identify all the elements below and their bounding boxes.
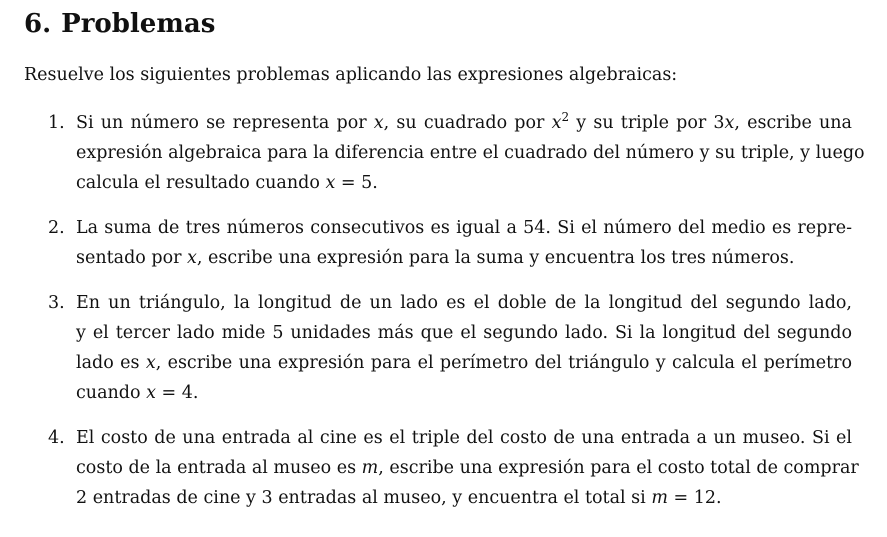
line-text: , su cuadrado por — [383, 113, 552, 133]
line-text: Si un número se representa por — [76, 113, 374, 133]
problem-line — [76, 108, 852, 138]
line-text: calcula el resultado cuando — [76, 173, 326, 193]
math-variable: m — [651, 488, 668, 508]
math-variable: x — [146, 383, 156, 403]
section-heading — [24, 6, 215, 42]
intro-text: Resuelve los siguientes problemas aplicando las expresiones algebraicas: — [24, 65, 678, 85]
line-text: = 5. — [335, 173, 378, 193]
problem-number: 1. — [48, 113, 65, 133]
math-variable: x — [724, 113, 735, 133]
line-text: cuando — [76, 383, 147, 403]
problem-line — [76, 453, 859, 483]
line-text: , escribe una expresión para el costo total de comprar — [378, 458, 859, 478]
math-variable: x — [373, 113, 384, 133]
problem-number: 2. — [48, 218, 65, 238]
line-text: El costo de una entrada al cine es el triple del costo de una entrada a un museo. Si el — [76, 428, 852, 448]
line-text: y su triple por 3 — [569, 113, 725, 133]
line-text: = 4. — [155, 383, 199, 403]
line-text: = 12. — [667, 488, 722, 508]
problem-number: 4. — [48, 428, 65, 448]
section-number: 6. — [24, 9, 52, 39]
section-title: Problemas — [61, 9, 216, 39]
line-text: expresión algebraica para la diferencia entre el cuadrado del número y su triple, y luego — [76, 143, 865, 163]
math-variable: x — [187, 248, 197, 268]
line-text: La suma de tres números consecutivos es igual a 54. Si el número del medio es repre- — [76, 218, 852, 238]
problem-number: 3. — [48, 293, 65, 313]
line-text: , escribe una — [734, 113, 852, 133]
math-variable: x — [551, 113, 562, 133]
line-text: costo de la entrada al museo es — [76, 458, 362, 478]
problem-line — [76, 168, 378, 198]
line-text: En un triángulo, la longitud de un lado es el doble de la longitud del segundo lado, — [76, 293, 852, 313]
problem-line — [76, 483, 722, 513]
line-text: lado es — [76, 353, 146, 373]
math-exponent: 2 — [561, 110, 570, 124]
problem-line — [76, 318, 852, 348]
line-text: sentado por — [76, 248, 188, 268]
problem-line — [76, 348, 852, 378]
problem-line — [76, 138, 865, 168]
line-text: 2 entradas de cine y 3 entradas al museo, y encuentra el total si — [76, 488, 652, 508]
problem-line — [76, 423, 852, 453]
problem-line — [76, 378, 198, 408]
math-variable: m — [361, 458, 379, 478]
line-text: , escribe una expresión para la suma y encuentra los tres números. — [196, 248, 795, 268]
problem-line — [76, 288, 852, 318]
problem-line — [76, 213, 852, 243]
math-variable: x — [325, 173, 336, 193]
problem-line — [76, 243, 794, 273]
line-text: y el tercer lado mide 5 unidades más que el segundo lado. Si la longitud del segundo — [76, 323, 852, 343]
line-text: , escribe una expresión para el perímetro del triángulo y calcula el perímetro — [155, 353, 853, 373]
math-variable: x — [145, 353, 156, 373]
